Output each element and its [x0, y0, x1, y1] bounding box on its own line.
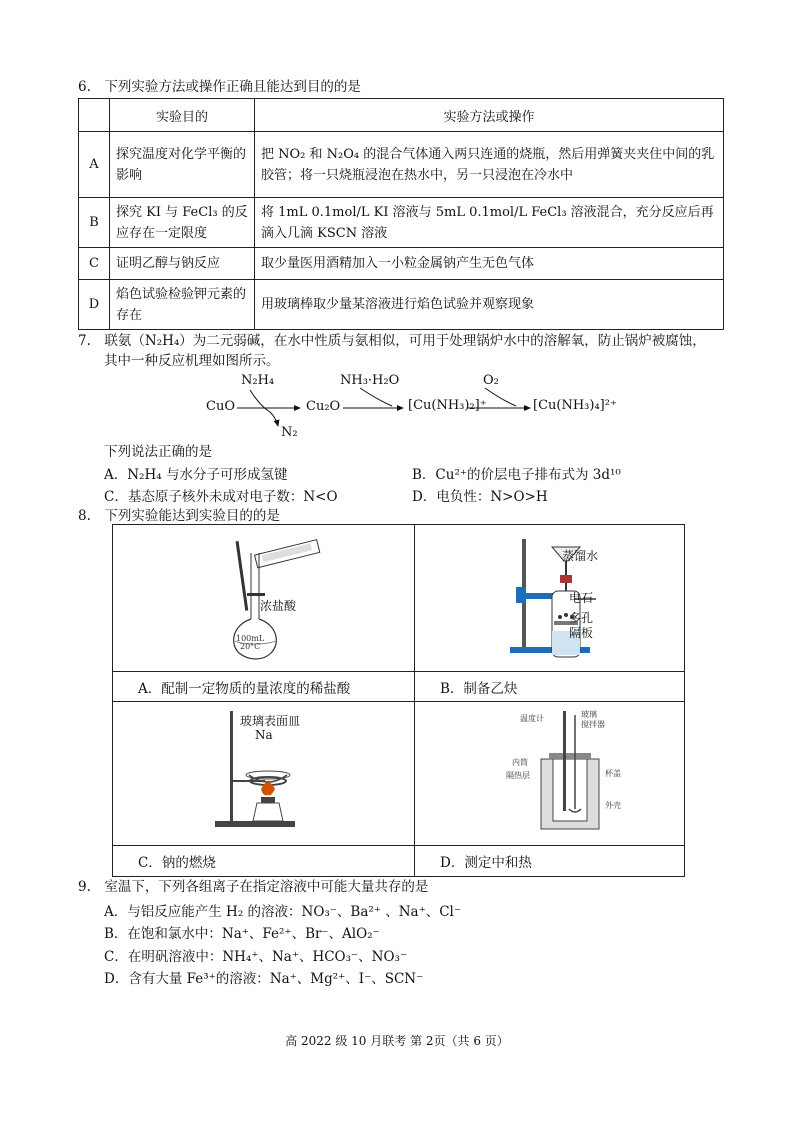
table-row	[79, 132, 724, 198]
scheme-n2h4: N₂H₄	[241, 373, 275, 388]
row-letter: A	[79, 132, 110, 198]
label-watch-glass: 玻璃表面皿	[240, 714, 301, 728]
row-purpose: 证明乙醇与钠反应	[110, 248, 255, 280]
q7-option-d: D．电负性：N>O>H	[412, 489, 548, 505]
scheme-cu-complex2: [Cu(NH₃)₄]²⁺	[533, 398, 617, 413]
q9-option-d: D．含有大量 Fe³⁺的溶液：Na⁺、Mg²⁺、I⁻、SCN⁻	[104, 971, 424, 987]
label-na: Na	[255, 728, 273, 742]
label-conc-hcl: 浓盐酸	[260, 599, 297, 613]
row-method: 用玻璃棒取少量某溶液进行焰色试验并观察现象	[255, 280, 724, 330]
caption-c: C．钠的燃烧	[138, 855, 216, 871]
label-insulation: 隔热层	[506, 771, 530, 780]
q7-option-c: C．基态原子核外未成对电子数：N<O	[104, 489, 338, 505]
page-footer: 高 2022 级 10 月联考 第 2页（共 6 页）	[285, 1034, 509, 1048]
q7-question: 下列说法正确的是	[104, 444, 212, 460]
scheme-n2: N₂	[281, 425, 298, 440]
caption-a: A．配制一定物质的量浓度的稀盐酸	[138, 681, 351, 697]
table-row	[79, 280, 724, 330]
label-calcium-carbide: 电石	[569, 591, 594, 605]
header-purpose: 实验目的	[110, 99, 255, 132]
q9-option-a: A．与铝反应能产生 H₂ 的溶液：NO₃⁻、Ba²⁺ 、Na⁺、Cl⁻	[104, 904, 461, 920]
q8-apparatus-grid	[112, 524, 685, 877]
table-row	[79, 248, 724, 280]
row-method: 把 NO₂ 和 N₂O₄ 的混合气体通入两只连通的烧瓶，然后用弹簧夹夹住中间的乳胶管；将一只烧瓶浸泡在热水中，另一只浸泡在冷水中	[255, 132, 724, 198]
label-flask-volume: 100mL	[236, 634, 265, 643]
q6-stem: 6. 下列实验方法或操作正确且能达到目的的是	[78, 79, 361, 95]
label-distilled-water: 蒸馏水	[562, 549, 599, 563]
caption-b: B．制备乙炔	[440, 681, 518, 697]
label-thermometer: 温度计	[520, 714, 544, 723]
caption-d: D．测定中和热	[440, 855, 532, 871]
q7-option-b: B．Cu²⁺的价层电子排布式为 3d¹⁰	[412, 467, 621, 483]
label-stirrer-1: 玻璃	[581, 710, 597, 719]
q7-option-a: A．N₂H₄ 与水分子可形成氢键	[104, 467, 288, 483]
row-letter: B	[79, 198, 110, 248]
row-letter: D	[79, 280, 110, 330]
label-lid: 杯盖	[605, 769, 621, 778]
row-purpose: 探究温度对化学平衡的影响	[110, 132, 255, 198]
q6-table	[78, 98, 724, 330]
table-row	[79, 198, 724, 248]
label-porous-plate-1: 多孔	[569, 611, 594, 625]
q9-option-b: B．在饱和氯水中：Na⁺、Fe²⁺、Br⁻、AlO₂⁻	[104, 926, 380, 942]
header-method: 实验方法或操作	[255, 99, 724, 132]
scheme-nh3h2o: NH₃·H₂O	[340, 373, 400, 388]
label-porous-plate-2: 隔板	[569, 626, 594, 640]
q9-stem: 9. 室温下，下列各组离子在指定溶液中可能大量共存的是	[78, 879, 429, 895]
scheme-cu-complex1: [Cu(NH₃)₂]⁺	[408, 398, 487, 413]
row-purpose: 焰色试验检验钾元素的存在	[110, 280, 255, 330]
label-stirrer-2: 搅拌器	[581, 720, 605, 729]
scheme-cu2o: Cu₂O	[306, 399, 341, 414]
row-letter: C	[79, 248, 110, 280]
scheme-o2: O₂	[483, 373, 499, 388]
label-flask-temp: 20°C	[240, 642, 261, 651]
label-outer-shell: 外壳	[605, 801, 621, 810]
q7-stem-line2: 其中一种反应机理如图所示。	[104, 353, 280, 369]
row-method: 取少量医用酒精加入一小粒金属钠产生无色气体	[255, 248, 724, 280]
label-inner-cup: 内筒	[512, 758, 528, 767]
q7-stem-line1: 7. 联氨（N₂H₄）为二元弱碱，在水中性质与氨相似，可用于处理锅炉水中的溶解氧，防止锅炉被腐蚀，	[78, 333, 706, 349]
q8-stem: 8. 下列实验能达到实验目的的是	[78, 508, 280, 524]
table-header-row	[79, 99, 724, 132]
row-method: 将 1mL 0.1mol/L KI 溶液与 5mL 0.1mol/L FeCl₃ 溶液混合，充分反应后再滴入几滴 KSCN 溶液	[255, 198, 724, 248]
row-purpose: 探究 KI 与 FeCl₃ 的反应存在一定限度	[110, 198, 255, 248]
scheme-cuo: CuO	[206, 399, 235, 414]
q9-option-c: C．在明矾溶液中：NH₄⁺、Na⁺、HCO₃⁻、NO₃⁻	[104, 949, 408, 965]
